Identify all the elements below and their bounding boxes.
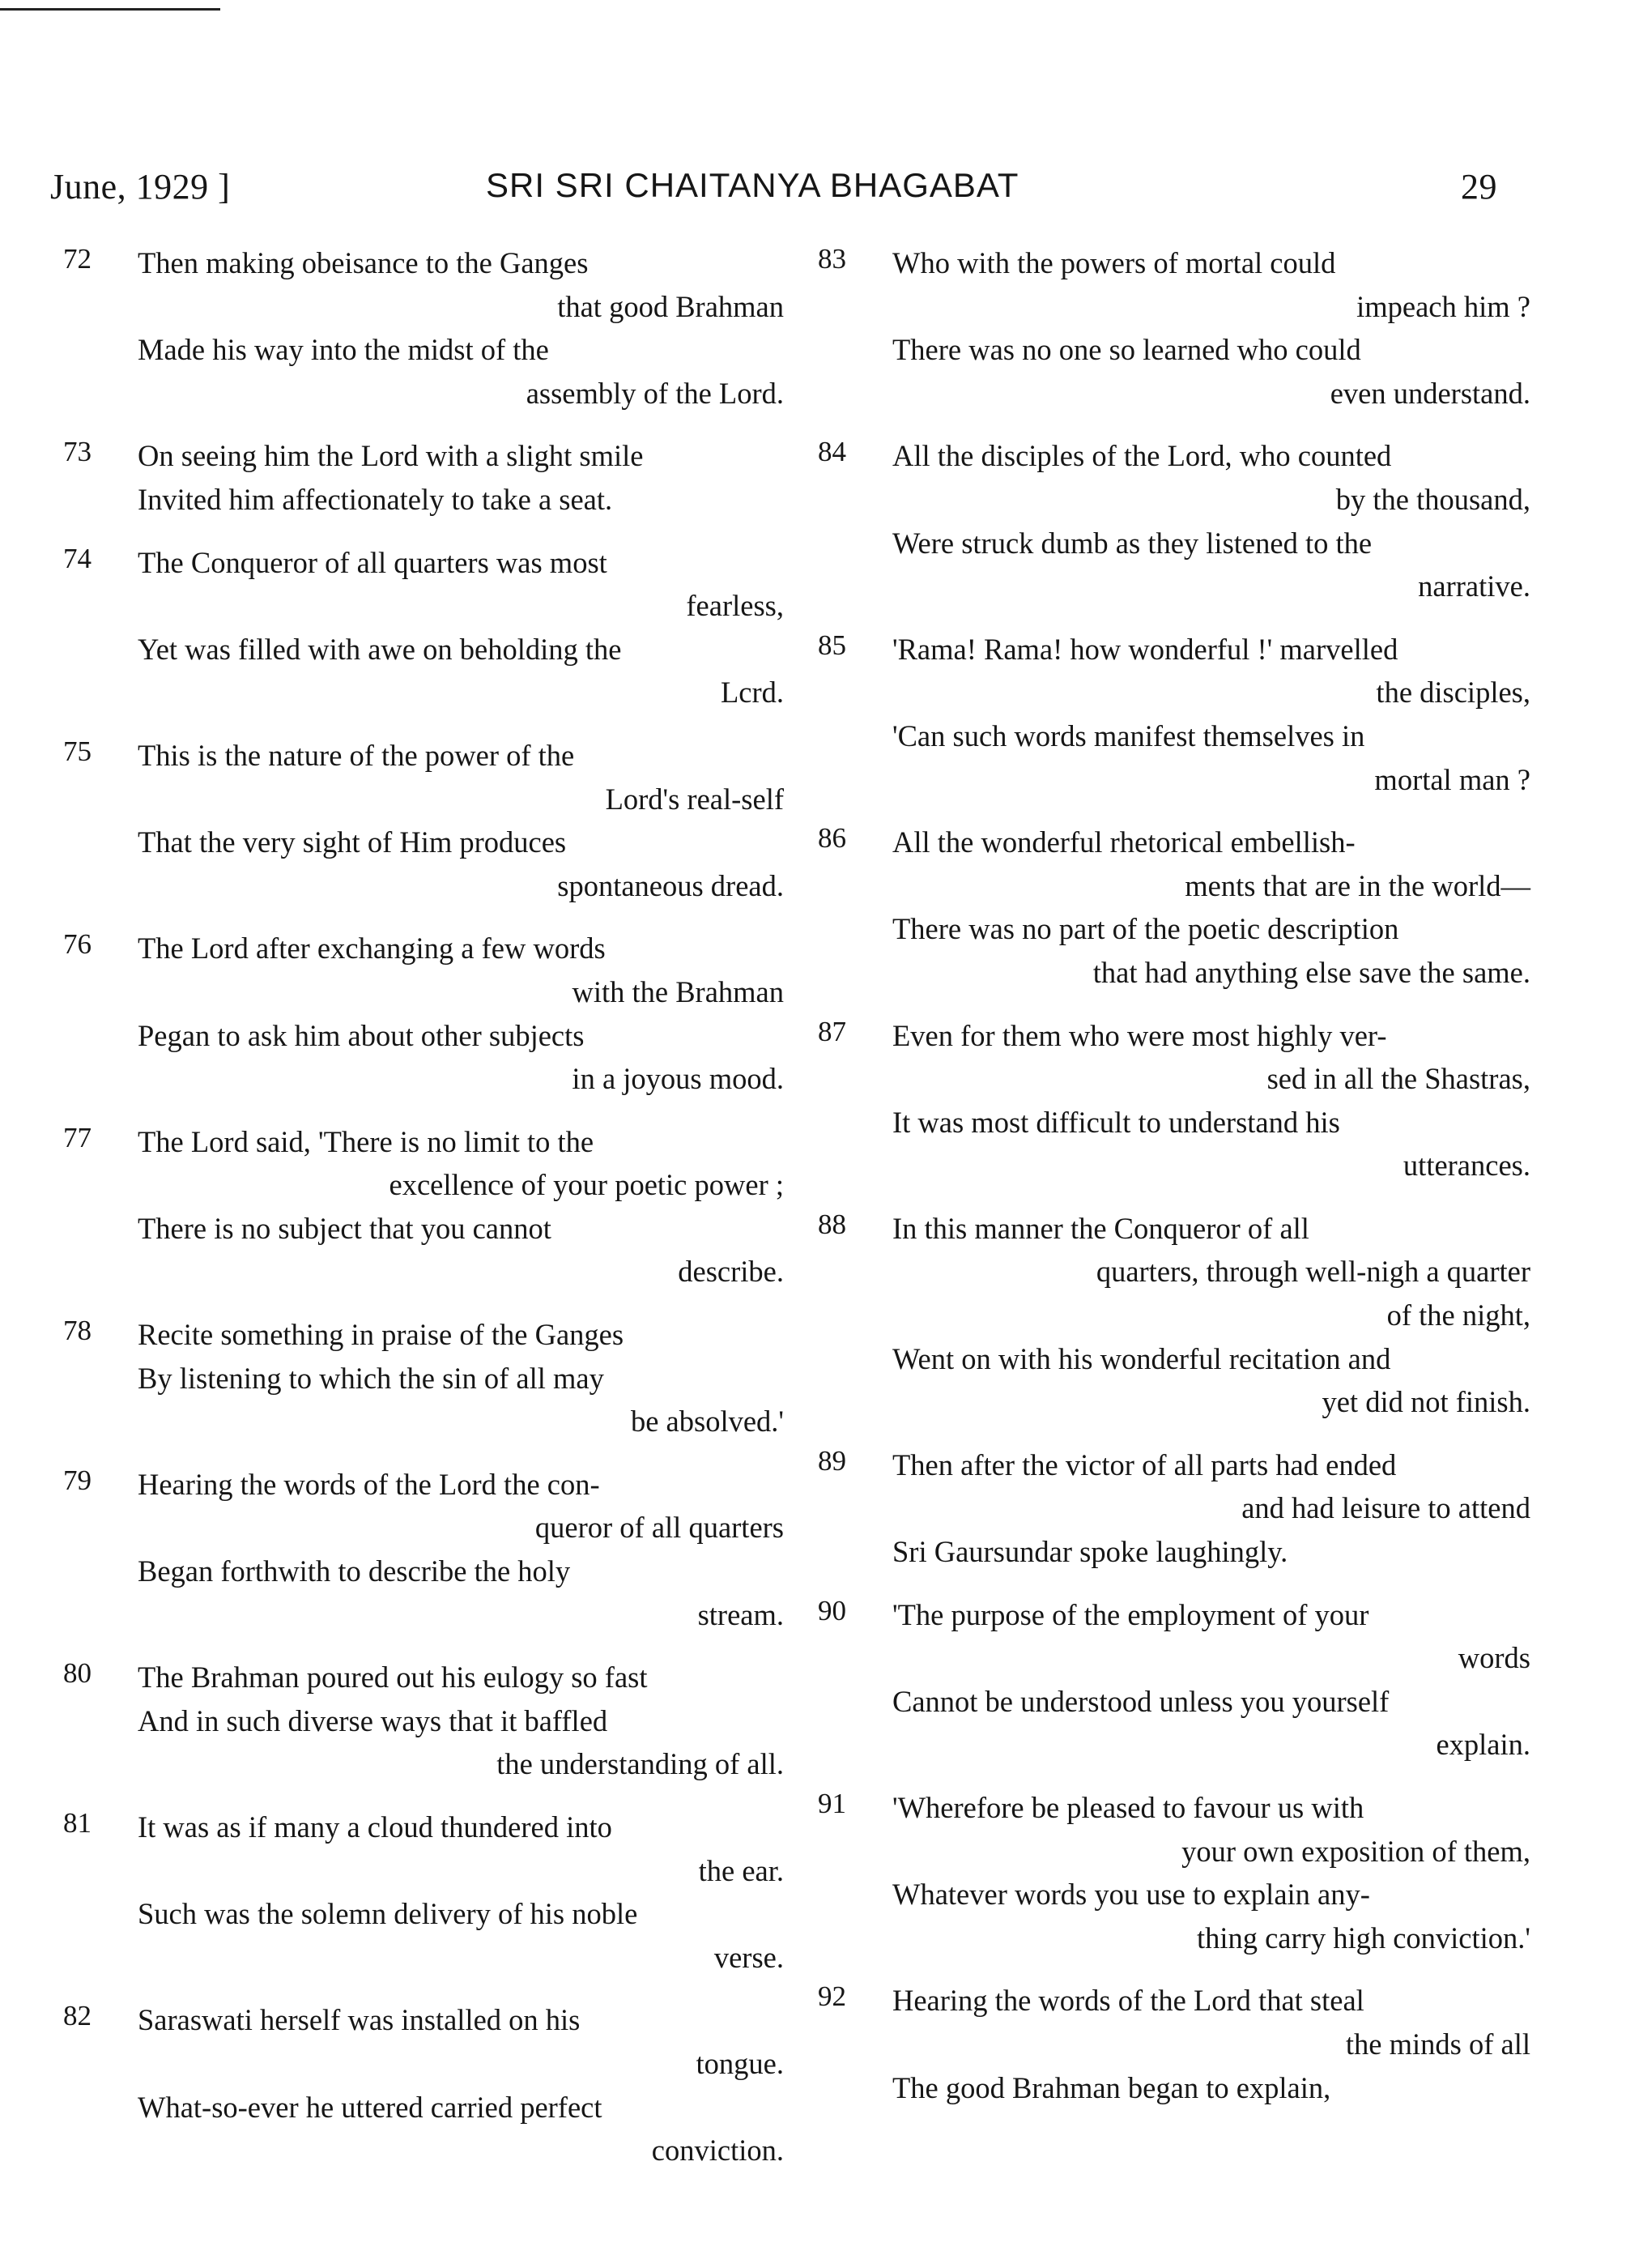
verse-line: in a joyous mood.: [572, 1062, 784, 1096]
verse-line: There was no one so learned who could: [892, 333, 1361, 367]
verse-line: Sri Gaursundar spoke laughingly.: [892, 1535, 1288, 1569]
verse-line: Lord's real-self: [605, 782, 784, 816]
verse: [63, 734, 784, 907]
header-date: June, 1929 ]: [50, 167, 231, 207]
verse-line: be absolved.': [630, 1405, 784, 1439]
verse-line: fearless,: [686, 589, 784, 623]
verse-line: The Conqueror of all quarters was most: [138, 545, 607, 579]
verse-line: There was no part of the poetic description: [892, 912, 1399, 946]
verse-line: Went on with his wonderful recitation and: [892, 1341, 1391, 1375]
verse: [63, 1805, 784, 1979]
verse-line: and had leisure to attend: [1241, 1491, 1530, 1525]
verse-line: words: [1458, 1641, 1530, 1675]
verse-line: 'Rama! Rama! how wonderful !' marvelled: [892, 632, 1398, 666]
verse-number: 78: [63, 1315, 92, 1347]
verse: [818, 1979, 1530, 2109]
verse-line: the understanding of all.: [496, 1747, 784, 1781]
verse-number: 90: [818, 1594, 846, 1626]
verse-number: 84: [818, 436, 846, 468]
verse-line: All the disciples of the Lord, who counted: [892, 439, 1392, 473]
verse-number: 87: [818, 1015, 846, 1047]
verse-line: On seeing him the Lord with a slight smile: [138, 439, 644, 473]
verse-line: Invited him affectionately to take a seat.: [138, 482, 613, 516]
verse-line: the ear.: [698, 1853, 784, 1887]
verse: [818, 821, 1530, 994]
verse-line: conviction.: [651, 2134, 784, 2168]
verse-line: Who with the powers of mortal could: [892, 246, 1336, 279]
verse-number: 72: [63, 243, 92, 275]
verse-number: 83: [818, 243, 846, 275]
verse-number: 91: [818, 1788, 846, 1819]
verse-line: Then making obeisance to the Ganges: [138, 246, 589, 279]
verse: [63, 1120, 784, 1294]
left-column: [63, 241, 784, 2172]
verse-number: 79: [63, 1464, 92, 1496]
verse-line: of the night,: [1386, 1298, 1530, 1332]
verse-line: It was as if many a cloud thundered into: [138, 1810, 612, 1844]
verse-line: impeach him ?: [1356, 289, 1530, 323]
verse: [818, 1786, 1530, 1959]
verse-line: spontaneous dread.: [557, 868, 784, 902]
verse-line: Made his way into the midst of the: [138, 333, 549, 367]
verse-line: Began forthwith to describe the holy: [138, 1554, 571, 1588]
verse-number: 82: [63, 2000, 92, 2032]
verse-line: And in such diverse ways that it baffled: [138, 1703, 608, 1737]
verse-line: utterances.: [1403, 1149, 1530, 1183]
verse-line: What-so-ever he uttered carried perfect: [138, 2090, 602, 2124]
verse-line: It was most difficult to understand his: [892, 1105, 1340, 1139]
verse-line: by the thousand,: [1335, 482, 1530, 516]
verse: [63, 927, 784, 1100]
verse: [63, 1656, 784, 1786]
verse-line: This is the nature of the power of the: [138, 738, 575, 772]
verse-line: Yet was filled with awe on beholding the: [138, 632, 622, 666]
verse-line: Pegan to ask him about other subjects: [138, 1018, 585, 1052]
verse: [818, 1593, 1530, 1767]
verse-line: Saraswati herself was installed on his: [138, 2003, 581, 2037]
verse-line: The Lord said, 'There is no limit to the: [138, 1124, 594, 1158]
verse-line: 'Wherefore be pleased to favour us with: [892, 1791, 1364, 1824]
verse-line: Lcrd.: [720, 676, 784, 710]
verse-line: verse.: [713, 1940, 784, 1974]
verse: [63, 1998, 784, 2172]
verse-number: 80: [63, 1657, 92, 1690]
verse-number: 92: [818, 1980, 846, 2013]
verse: [63, 1463, 784, 1636]
verse-line: Recite something in praise of the Ganges: [138, 1318, 624, 1352]
verse-line: with the Brahman: [572, 974, 784, 1008]
verse-line: The good Brahman began to explain,: [892, 2070, 1331, 2104]
verse-line: yet did not finish.: [1322, 1385, 1530, 1419]
verse-line: The Lord after exchanging a few words: [138, 932, 606, 966]
verse-line: Hearing the words of the Lord that steal: [892, 1984, 1364, 2018]
verse-line: The Brahman poured out his eulogy so fast: [138, 1660, 648, 1695]
verse-line: quarters, through well-nigh a quarter: [1096, 1255, 1530, 1289]
verse-number: 75: [63, 735, 92, 767]
verse-line: tongue.: [696, 2046, 784, 2080]
verse-number: 86: [818, 822, 846, 855]
verse-line: In this manner the Conqueror of all: [892, 1211, 1309, 1245]
verse-line: Such was the solemn delivery of his noble: [138, 1897, 638, 1931]
running-title: SRI SRI CHAITANYA BHAGABAT: [486, 166, 1019, 204]
verse-line: mortal man ?: [1374, 762, 1530, 796]
verse-line: queror of all quarters: [534, 1511, 784, 1545]
verse-line: Were struck dumb as they listened to the: [892, 526, 1373, 560]
verse-number: 81: [63, 1807, 92, 1839]
verse-number: 77: [63, 1121, 92, 1153]
verse-line: the minds of all: [1345, 2027, 1530, 2061]
verse-line: excellence of your poetic power ;: [389, 1168, 784, 1202]
verse-line: thing carry high conviction.': [1196, 1921, 1530, 1955]
verse-number: 73: [63, 436, 92, 468]
right-column: [818, 241, 1530, 2109]
verse-line: the disciples,: [1376, 676, 1530, 710]
verse-line: even understand.: [1330, 376, 1530, 410]
verse-number: 74: [63, 542, 92, 574]
verse-line: All the wonderful rhetorical embellish-: [892, 825, 1356, 859]
verse: [63, 1313, 784, 1443]
verse: [818, 628, 1530, 801]
verse-number: 85: [818, 629, 846, 661]
verse-line: There is no subject that you cannot: [138, 1211, 551, 1245]
verse-line: stream.: [697, 1597, 784, 1631]
verse-line: narrative.: [1418, 569, 1530, 603]
verse-line: By listening to which the sin of all may: [138, 1361, 604, 1395]
verse-line: Hearing the words of the Lord the con-: [138, 1467, 600, 1501]
verse-line: your own exposition of them,: [1181, 1834, 1530, 1868]
verse-line: ments that are in the world—: [1185, 868, 1530, 902]
verse-number: 76: [63, 928, 92, 961]
verse: [63, 541, 784, 714]
page-number: 29: [1461, 167, 1497, 207]
verse-line: Whatever words you use to explain any-: [892, 1878, 1370, 1912]
verse: [63, 241, 784, 415]
verse-line: explain.: [1436, 1728, 1530, 1762]
verse-line: Cannot be understood unless you yourself: [892, 1684, 1390, 1718]
verse-line: Even for them who were most highly ver-: [892, 1018, 1387, 1052]
verse-line: that good Brahman: [557, 289, 784, 323]
top-rule: [0, 8, 220, 11]
verse: [818, 1014, 1530, 1187]
verse-line: describe.: [678, 1255, 784, 1289]
verse-number: 89: [818, 1444, 846, 1477]
verse: [818, 1207, 1530, 1424]
verse: [818, 434, 1530, 608]
verse-line: That the very sight of Him produces: [138, 825, 567, 859]
verse-number: 88: [818, 1208, 846, 1240]
verse-line: sed in all the Shastras,: [1266, 1062, 1530, 1096]
verse-line: 'The purpose of the employment of your: [892, 1597, 1369, 1631]
verse-line: assembly of the Lord.: [526, 376, 784, 410]
verse: [818, 1443, 1530, 1574]
verse: [63, 434, 784, 521]
verse-line: Then after the victor of all parts had ended: [892, 1447, 1397, 1481]
verse-line: that had anything else save the same.: [1092, 955, 1530, 989]
verse-line: 'Can such words manifest themselves in: [892, 718, 1365, 752]
verse: [818, 241, 1530, 415]
